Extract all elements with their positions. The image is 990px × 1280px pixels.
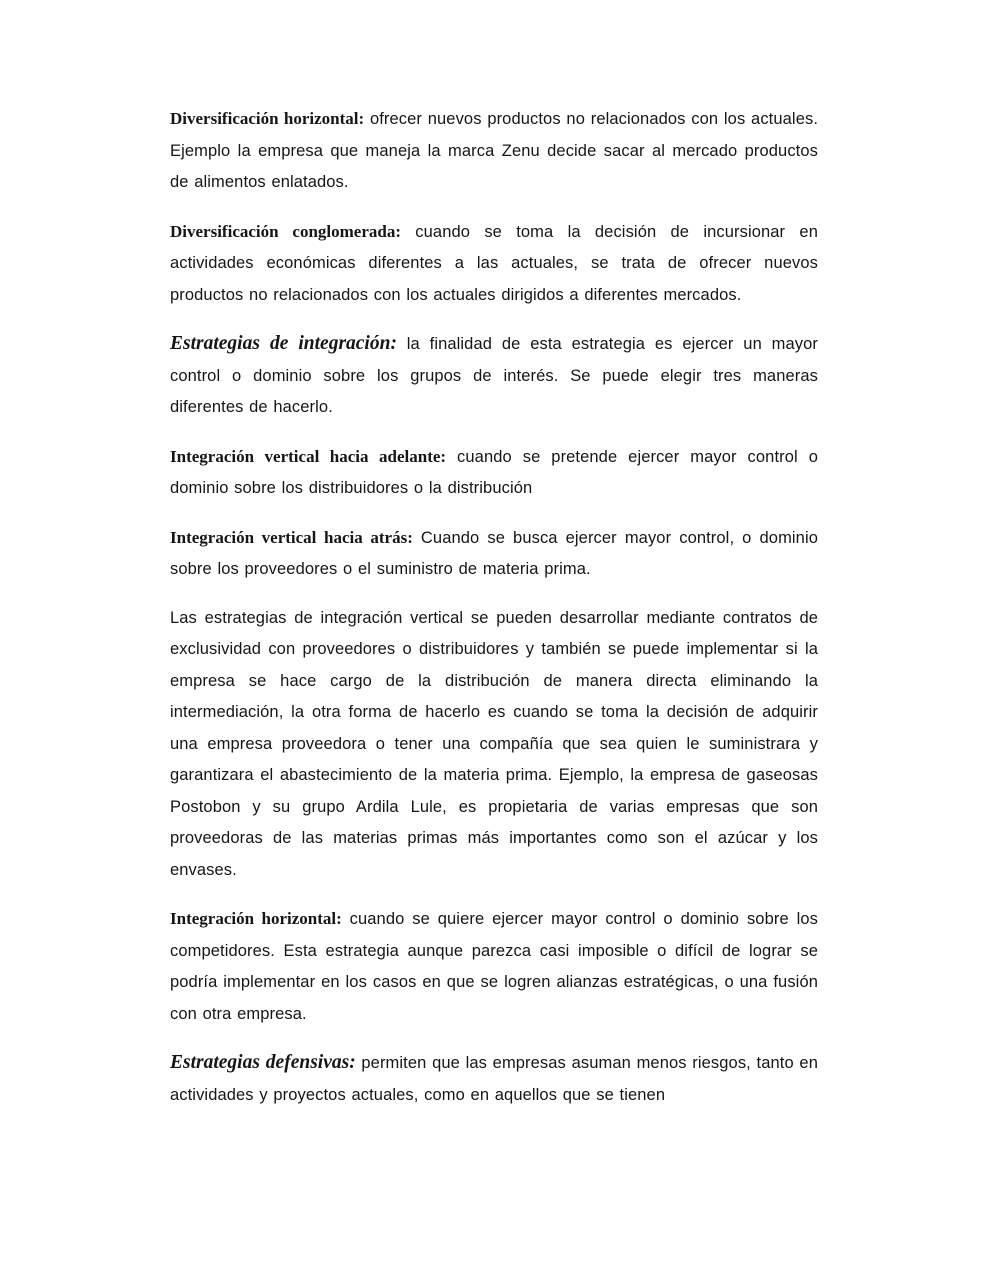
paragraph-integracion-horizontal	[170, 903, 818, 1030]
paragraph-estrategias-integracion	[170, 328, 818, 424]
paragraph-text: Las estrategias de integración vertical se pueden desarrollar mediante contratos de exclusividad con proveedores o distribuidores y también se puede implementar si la empresa se hace cargo de la distribución de manera directa eliminando la intermediación, la otra forma de hacerlo es cuando se toma la decisión de adquirir una empresa proveedora o tener una compañía que sea quien le suministrara y garantizara el abastecimiento de la materia prima. Ejemplo, la empresa de gaseosas Postobon y su grupo Ardila Lule, es propietaria de varias empresas que son proveedoras de las materias primas más importantes como son el azúcar y los envases.	[170, 608, 818, 879]
paragraph-diversificacion-conglomerada	[170, 216, 818, 312]
paragraph-lead: Integración horizontal:	[170, 909, 342, 928]
paragraph-heading: Estrategias de integración:	[170, 333, 397, 354]
paragraph-lead: Diversificación horizontal:	[170, 109, 365, 128]
paragraph-lead: Integración vertical hacia adelante:	[170, 446, 447, 466]
document-body	[170, 103, 818, 1111]
paragraph-text: Cuando se busca ejercer mayor control, o dominio sobre los proveedores o el suministro de materia prima.	[170, 528, 818, 578]
paragraph-heading: Estrategias defensivas:	[170, 1052, 356, 1073]
paragraph-text: ofrecer nuevos productos no relacionados con los actuales. Ejemplo la empresa que maneja la marca Zenu decide sacar al mercado productos de alimentos enlatados.	[170, 110, 819, 191]
paragraph-diversificacion-horizontal	[170, 103, 818, 199]
paragraph-text: permiten que las empresas asuman menos riesgos, tanto en actividades y proyectos actuales, como en aquellos que se tienen	[170, 1054, 818, 1104]
paragraph-integracion-vertical-adelante	[170, 441, 818, 505]
paragraph-integracion-vertical-atras	[170, 522, 818, 586]
paragraph-estrategias-defensivas	[170, 1047, 818, 1111]
paragraph-text: la finalidad de esta estrategia es ejercer un mayor control o dominio sobre los grupos de interés. Se puede elegir tres maneras diferentes de hacerlo.	[170, 335, 819, 416]
paragraph-text: cuando se toma la decisión de incursionar en actividades económicas diferentes a las actuales, se trata de ofrecer nuevos productos no relacionados con los actuales dirigidos a diferentes mercados.	[170, 222, 818, 304]
paragraph-lead: Diversificación conglomerada:	[170, 221, 402, 241]
paragraph-estrategias-integracion-vertical-body	[170, 603, 818, 887]
paragraph-lead: Integración vertical hacia atrás:	[170, 527, 413, 547]
paragraph-text: cuando se quiere ejercer mayor control o dominio sobre los competidores. Esta estrategia aunque parezca casi imposible o difícil de lograr se podría implementar en los casos en que se logren alianzas estratégicas, o una fusión con otra empresa.	[170, 910, 818, 1023]
paragraph-text: cuando se pretende ejercer mayor control o dominio sobre los distribuidores o la distribución	[170, 447, 818, 497]
